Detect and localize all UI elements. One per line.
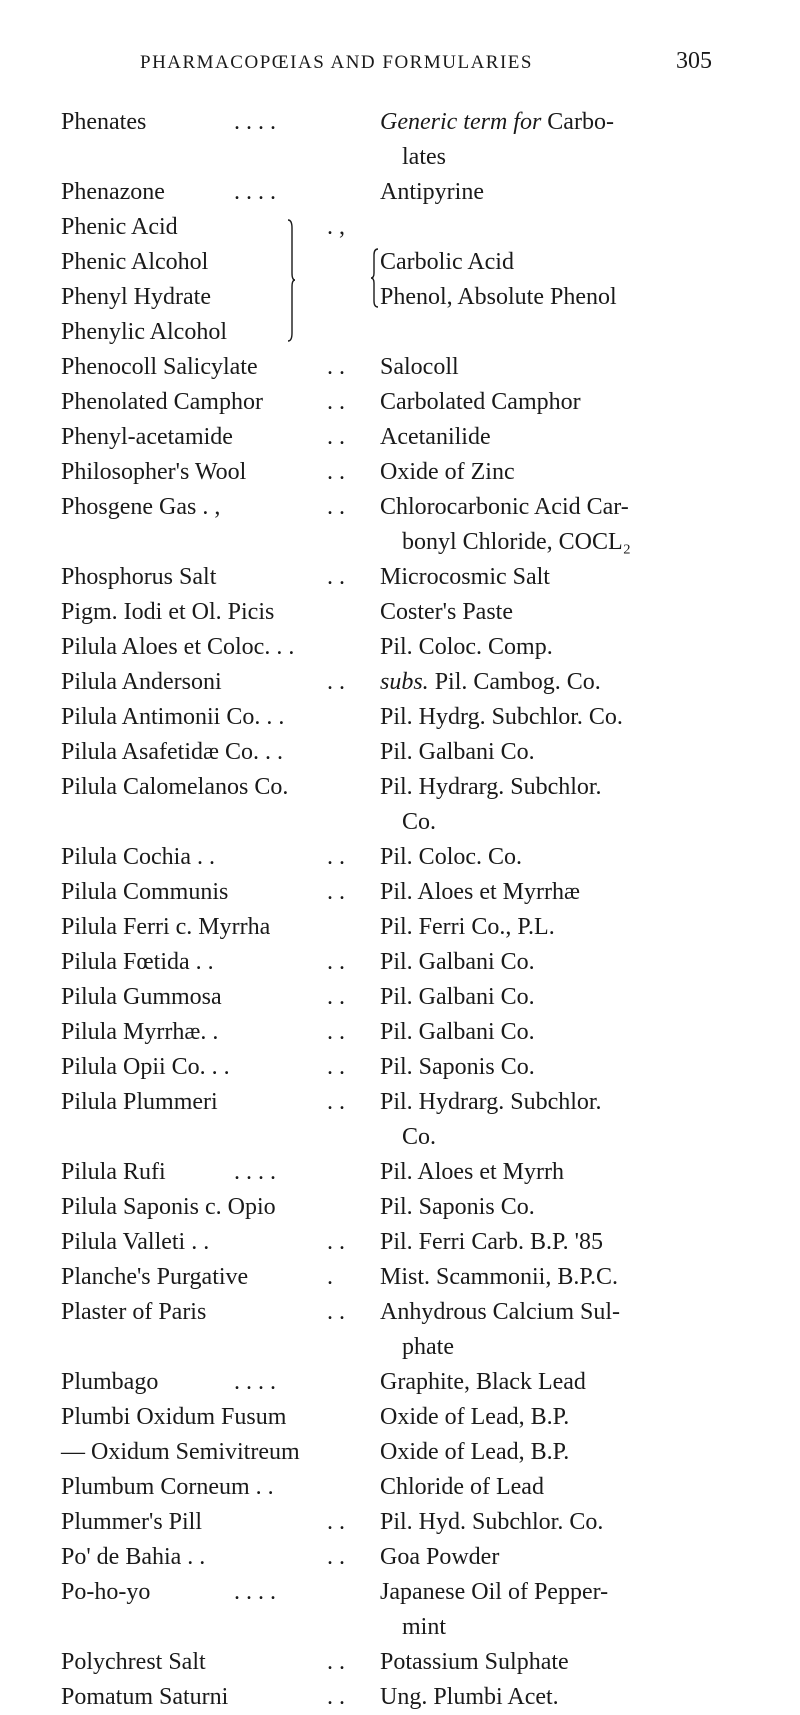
- entry-definition: [380, 280, 741, 315]
- entry-row: [61, 1295, 741, 1365]
- entry-row: [61, 735, 741, 770]
- entry-term: Pilula Calomelanos Co.: [61, 774, 289, 800]
- entry-row: [61, 1645, 741, 1680]
- entry-row: [61, 350, 741, 385]
- leader-dots: . . . .: [234, 1579, 276, 1605]
- entry-definition: [380, 1015, 741, 1050]
- definition-line: Antipyrine: [380, 179, 484, 205]
- entry-row: [61, 245, 741, 280]
- entry-definition: [380, 1575, 741, 1645]
- entry-term: Pilula Aloes et Coloc. . .: [61, 634, 295, 660]
- definition-line: Carbolic Acid: [380, 249, 514, 275]
- entry-term: Pilula Asafetidæ Co. . .: [61, 739, 283, 765]
- entry-definition: [380, 1470, 741, 1505]
- entry-term: Polychrest Salt: [61, 1649, 206, 1675]
- entry-term: Pomatum Saturni: [61, 1684, 229, 1710]
- definition-line: Pil. Coloc. Co.: [380, 844, 523, 870]
- entry-term: Pilula Andersoni: [61, 669, 222, 695]
- entry-row: [61, 315, 741, 350]
- entry-definition: [380, 105, 741, 175]
- definition-line: Anhydrous Calcium Sul-: [380, 1299, 620, 1325]
- leader-dots: . .: [327, 844, 345, 870]
- entry-row: [61, 1540, 741, 1575]
- definition-line: Pil. Galbani Co.: [380, 949, 535, 975]
- entry-row: [61, 1015, 741, 1050]
- entry-term: Phenic Acid: [61, 214, 178, 240]
- leader-dots: . .: [327, 1089, 345, 1115]
- definition-line: Oxide of Lead, B.P.: [380, 1404, 570, 1430]
- entry-row: [61, 1260, 741, 1295]
- entry-row: [61, 490, 741, 560]
- entry-row: [61, 700, 741, 735]
- entry-definition: [380, 1505, 741, 1540]
- entry-definition: [380, 1400, 741, 1435]
- definition-line: Pil. Hydrg. Subchlor. Co.: [380, 704, 623, 730]
- italic-phrase: Generic term for: [380, 109, 542, 135]
- entry-term: Po' de Bahia . .: [61, 1544, 206, 1570]
- entry-definition: [380, 1680, 741, 1715]
- entry-row: [61, 1190, 741, 1225]
- glossary-entries: [61, 105, 741, 1715]
- page-number: 305: [676, 48, 712, 74]
- entry-term: Pilula Rufi: [61, 1159, 166, 1185]
- definition-line: Japanese Oil of Pepper-: [380, 1579, 609, 1605]
- running-title: PHARMACOPŒIAS AND FORMULARIES: [140, 52, 533, 73]
- entry-definition: [380, 735, 741, 770]
- entry-definition: [380, 385, 741, 420]
- definition-line: Pil. Saponis Co.: [380, 1194, 535, 1220]
- leader-dots: . .: [327, 879, 345, 905]
- entry-row: [61, 770, 741, 840]
- entry-term: Pilula Myrrhæ. .: [61, 1019, 219, 1045]
- entry-term: Planche's Purgative: [61, 1264, 249, 1290]
- definition-line: Pil. Galbani Co.: [380, 1019, 535, 1045]
- entry-row: [61, 910, 741, 945]
- entry-term: Pilula Antimonii Co. . .: [61, 704, 285, 730]
- entry-term: Po-ho-yo: [61, 1579, 151, 1605]
- entry-term: Phenyl-acetamide: [61, 424, 233, 450]
- entry-definition: [380, 175, 741, 210]
- entry-term: Phenic Alcohol: [61, 249, 209, 275]
- entry-term: Pilula Ferri c. Myrrha: [61, 914, 271, 940]
- entry-definition: [380, 1435, 741, 1470]
- italic-word: subs.: [380, 669, 429, 695]
- definition-line: Pil. Aloes et Myrrhæ: [380, 879, 581, 905]
- entry-definition: [380, 1260, 741, 1295]
- entry-row: [61, 455, 741, 490]
- leader-dots: .: [327, 1264, 333, 1290]
- entry-row: [61, 1470, 741, 1505]
- definition-line: Salocoll: [380, 354, 459, 380]
- entry-definition: [380, 420, 741, 455]
- entry-row: [61, 1575, 741, 1645]
- definition-line: Pil. Ferri Co., P.L.: [380, 914, 555, 940]
- entry-definition: [380, 630, 741, 665]
- entry-row: [61, 1435, 741, 1470]
- definition-line: Co.: [402, 809, 437, 835]
- leader-dots: . .: [327, 1299, 345, 1325]
- leader-dots: . .: [327, 494, 345, 520]
- entry-row: [61, 595, 741, 630]
- entry-term: Plumbi Oxidum Fusum: [61, 1404, 287, 1430]
- entry-definition: [380, 1645, 741, 1680]
- leader-dots: . .: [327, 1509, 345, 1535]
- leader-dots: . .: [327, 1019, 345, 1045]
- entry-row: [61, 105, 741, 175]
- entry-row: [61, 840, 741, 875]
- entry-term: Pilula Cochia . .: [61, 844, 215, 870]
- entry-term: Philosopher's Wool: [61, 459, 247, 485]
- entry-term: Phenylic Alcohol: [61, 319, 227, 345]
- definition-line: Pil. Saponis Co.: [380, 1054, 535, 1080]
- leader-dots: . ,: [327, 214, 345, 240]
- definition-line: Chlorocarbonic Acid Car-: [380, 494, 629, 520]
- entry-definition: [380, 1155, 741, 1190]
- definition-line: Oxide of Zinc: [380, 459, 515, 485]
- entry-term: Phenocoll Salicylate: [61, 354, 258, 380]
- entry-row: [61, 420, 741, 455]
- entry-row: [61, 385, 741, 420]
- definition-line: bonyl Chloride, COCL₂: [402, 529, 632, 555]
- definition-line: mint: [402, 1614, 447, 1640]
- entry-term: Phosgene Gas . ,: [61, 494, 221, 520]
- entry-definition: [380, 1540, 741, 1575]
- entry-row: [61, 210, 741, 245]
- definition-line: Acetanilide: [380, 424, 491, 450]
- definition-line: Ung. Plumbi Acet.: [380, 1684, 559, 1710]
- entry-row: [61, 175, 741, 210]
- leader-dots: . . . .: [234, 109, 276, 135]
- entry-row: [61, 560, 741, 595]
- entry-term: Phenazone: [61, 179, 165, 205]
- entry-term: Pilula Fœtida . .: [61, 949, 214, 975]
- entry-term: — Oxidum Semivitreum: [61, 1439, 300, 1465]
- entry-definition: [380, 350, 741, 385]
- definition-line: Pil. Ferri Carb. B.P. '85: [380, 1229, 604, 1255]
- definition-line: Oxide of Lead, B.P.: [380, 1439, 570, 1465]
- entry-term: Plumbum Corneum . .: [61, 1474, 274, 1500]
- entry-row: [61, 1680, 741, 1715]
- leader-dots: . .: [327, 1054, 345, 1080]
- entry-term: Pilula Communis: [61, 879, 229, 905]
- leader-dots: . .: [327, 1544, 345, 1570]
- leader-dots: . .: [327, 564, 345, 590]
- entry-row: [61, 875, 741, 910]
- definition-line: Phenol, Absolute Phenol: [380, 284, 617, 310]
- entry-row: [61, 1225, 741, 1260]
- entry-row: [61, 1400, 741, 1435]
- leader-dots: . . . .: [234, 179, 276, 205]
- entry-definition: [380, 455, 741, 490]
- definition-line: Pil. Hydrarg. Subchlor.: [380, 774, 602, 800]
- leader-dots: . .: [327, 984, 345, 1010]
- entry-row: [61, 1505, 741, 1540]
- entry-definition: [380, 700, 741, 735]
- definition-line: Carbolated Camphor: [380, 389, 581, 415]
- entry-row: [61, 630, 741, 665]
- entry-term: Phosphorus Salt: [61, 564, 217, 590]
- definition-line: subs. Pil. Cambog. Co.: [380, 669, 601, 695]
- entry-definition: [380, 945, 741, 980]
- entry-term: Phenates: [61, 109, 147, 135]
- entry-definition: [380, 1365, 741, 1400]
- definition-line: Potassium Sulphate: [380, 1649, 569, 1675]
- entry-term: Pigm. Iodi et Ol. Picis: [61, 599, 275, 625]
- definition-line: Microcosmic Salt: [380, 564, 550, 590]
- entry-row: [61, 665, 741, 700]
- leader-dots: . .: [327, 669, 345, 695]
- definition-line: phate: [402, 1334, 454, 1360]
- entry-definition: [380, 1295, 741, 1365]
- running-header: [140, 44, 712, 78]
- entry-term: Plaster of Paris: [61, 1299, 207, 1325]
- entry-term: Phenyl Hydrate: [61, 284, 211, 310]
- entry-definition: [380, 1085, 741, 1155]
- leader-dots: . .: [327, 1684, 345, 1710]
- definition-line: Graphite, Black Lead: [380, 1369, 586, 1395]
- entry-term: Plumbago: [61, 1369, 159, 1395]
- definition-line: Generic term for Carbo-: [380, 109, 614, 135]
- definition-line: Co.: [402, 1124, 437, 1150]
- entry-term: Phenolated Camphor: [61, 389, 263, 415]
- entry-term: Pilula Valleti . .: [61, 1229, 210, 1255]
- definition-line: Pil. Galbani Co.: [380, 739, 535, 765]
- entry-row: [61, 945, 741, 980]
- entry-definition: [380, 665, 741, 700]
- leader-dots: . .: [327, 1229, 345, 1255]
- leader-dots: . .: [327, 424, 345, 450]
- entry-definition: [380, 910, 741, 945]
- leader-dots: . .: [327, 949, 345, 975]
- entry-definition: [380, 1190, 741, 1225]
- definition-line: Goa Powder: [380, 1544, 500, 1570]
- entry-definition: [380, 1225, 741, 1260]
- entry-row: [61, 280, 741, 315]
- entry-definition: [380, 770, 741, 840]
- leader-dots: . .: [327, 459, 345, 485]
- entry-term: Pilula Opii Co. . .: [61, 1054, 230, 1080]
- definition-line: Pil. Coloc. Comp.: [380, 634, 553, 660]
- definition-line: Pil. Hydrarg. Subchlor.: [380, 1089, 602, 1115]
- entry-definition: [380, 1050, 741, 1085]
- entry-row: [61, 980, 741, 1015]
- entry-term: Pilula Gummosa: [61, 984, 222, 1010]
- entry-definition: [380, 840, 741, 875]
- entry-definition: [380, 560, 741, 595]
- leader-dots: . . . .: [234, 1159, 276, 1185]
- entry-row: [61, 1050, 741, 1085]
- leader-dots: . . . .: [234, 1369, 276, 1395]
- entry-term: Plummer's Pill: [61, 1509, 203, 1535]
- definition-line: Pil. Hyd. Subchlor. Co.: [380, 1509, 604, 1535]
- entry-row: [61, 1085, 741, 1155]
- entry-term: Pilula Saponis c. Opio: [61, 1194, 276, 1220]
- definition-line: Pil. Aloes et Myrrh: [380, 1159, 564, 1185]
- leader-dots: . .: [327, 389, 345, 415]
- definition-line: lates: [402, 144, 446, 170]
- definition-line: Pil. Galbani Co.: [380, 984, 535, 1010]
- definition-line: Coster's Paste: [380, 599, 513, 625]
- entry-definition: [380, 595, 741, 630]
- leader-dots: . .: [327, 1649, 345, 1675]
- entry-definition: [380, 980, 741, 1015]
- entry-definition: [380, 875, 741, 910]
- entry-definition: [380, 245, 741, 280]
- entry-row: [61, 1365, 741, 1400]
- definition-line: Mist. Scammonii, B.P.C.: [380, 1264, 619, 1290]
- entry-row: [61, 1155, 741, 1190]
- leader-dots: . .: [327, 354, 345, 380]
- definition-line: Chloride of Lead: [380, 1474, 544, 1500]
- entry-term: Pilula Plummeri: [61, 1089, 218, 1115]
- entry-definition: [380, 490, 741, 560]
